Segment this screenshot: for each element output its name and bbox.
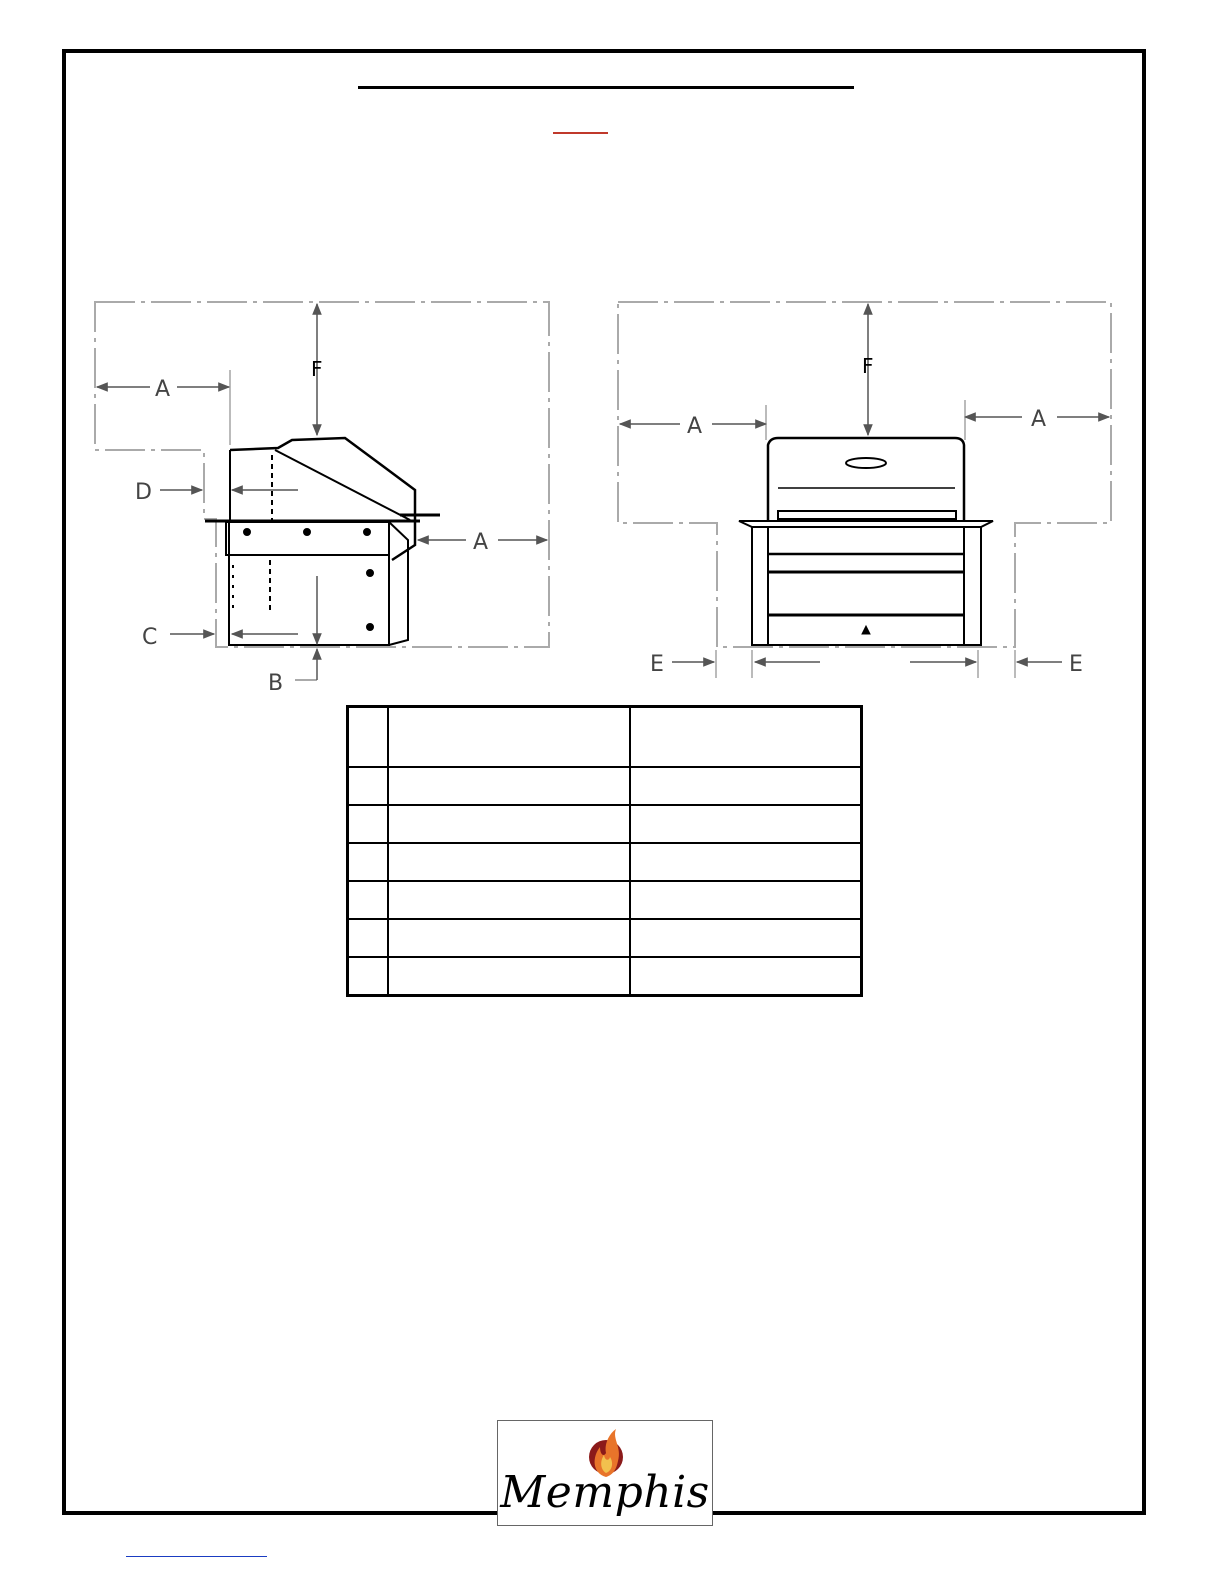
side-label-b: B: [268, 671, 284, 696]
front-label-f: F: [862, 354, 874, 378]
table-cell: [630, 843, 862, 881]
front-grill-body: [739, 438, 993, 645]
front-label-a-right: A: [1031, 407, 1047, 432]
table-row: [348, 881, 862, 919]
side-label-f: F: [311, 357, 323, 381]
table-cell: [388, 767, 630, 805]
table-cell: [630, 767, 862, 805]
brand-name: Memphis: [500, 1467, 710, 1518]
side-label-a-top: A: [155, 377, 171, 402]
table-cell: [348, 707, 389, 768]
table-cell: [388, 843, 630, 881]
side-label-d: D: [135, 480, 152, 505]
table-cell: [388, 957, 630, 996]
table-header-row: [348, 707, 862, 768]
table-cell: [630, 957, 862, 996]
memphis-logo: [497, 1420, 713, 1526]
table-row: [348, 767, 862, 805]
front-view: [618, 302, 1111, 678]
table-cell: [348, 843, 389, 881]
table-cell: [388, 919, 630, 957]
table-cell: [388, 881, 630, 919]
table-row: [348, 919, 862, 957]
side-label-c: C: [142, 625, 158, 650]
table-cell: [348, 957, 389, 996]
table-cell: [348, 767, 389, 805]
table-cell: [630, 707, 862, 768]
front-label-e-left: E: [650, 652, 664, 677]
table-cell: [348, 881, 389, 919]
front-label-e-right: E: [1069, 652, 1083, 677]
table-cell: [630, 881, 862, 919]
table-cell: [388, 805, 630, 843]
table-row: [348, 843, 862, 881]
clearance-table: [346, 705, 863, 997]
table-row: [348, 957, 862, 996]
table-cell: [388, 707, 630, 768]
table-cell: [630, 805, 862, 843]
table-cell: [348, 805, 389, 843]
table-row: [348, 805, 862, 843]
table-cell: [348, 919, 389, 957]
footer-link-underline[interactable]: [126, 1556, 267, 1557]
front-label-a-left: A: [687, 414, 703, 439]
side-view: [95, 302, 549, 696]
side-label-a-right: A: [473, 530, 489, 555]
table-cell: [630, 919, 862, 957]
side-grill-body: [205, 438, 440, 645]
